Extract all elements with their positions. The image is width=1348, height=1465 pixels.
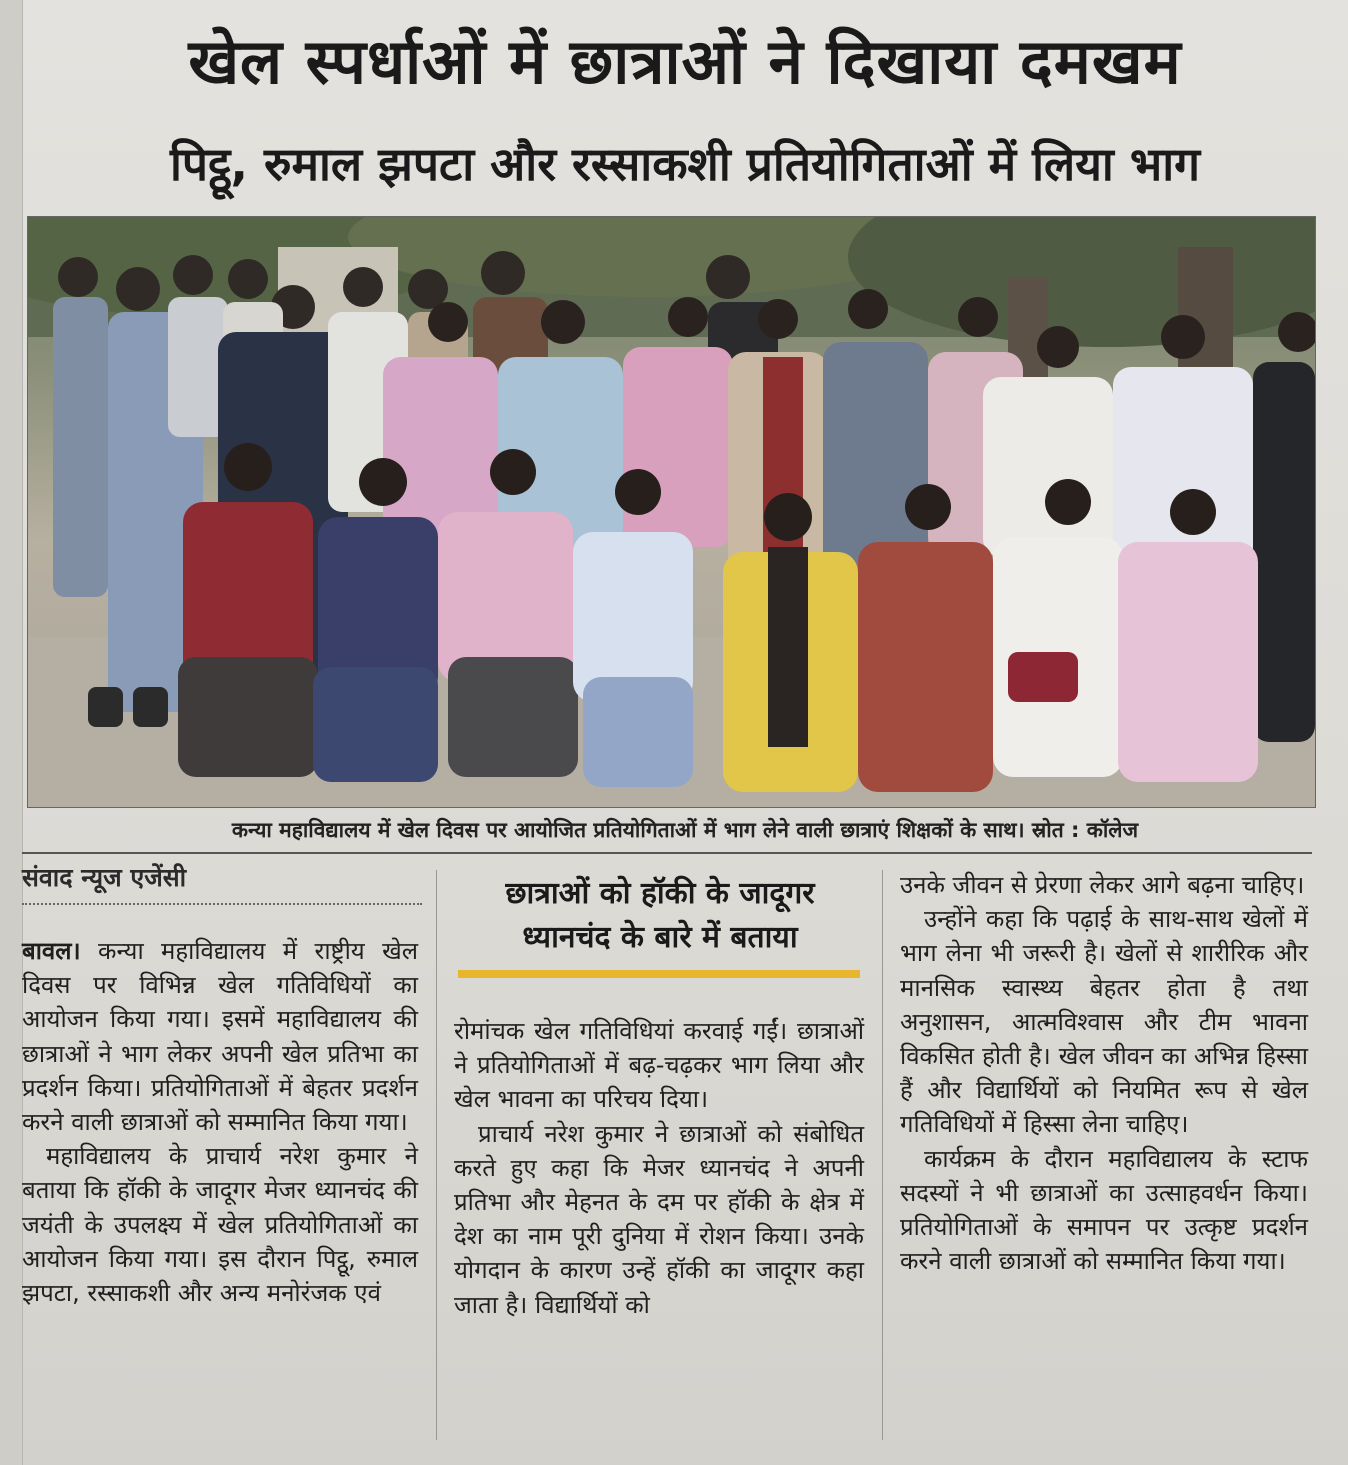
agency-credit: संवाद न्यूज एजेंसी (22, 863, 187, 892)
column-divider (436, 870, 437, 1440)
side-headline-accent-bar (458, 970, 860, 978)
caption-rule (22, 852, 1312, 854)
dateline: बावल। (22, 937, 81, 965)
article-paragraph: रोमांचक खेल गतिविधियां करवाई गईं। छात्राओं ने प्रतियोगिताओं में बढ़-चढ़कर भाग लिया और खेल भावना का परिचय दिया। (454, 1017, 864, 1114)
side-headline-line-2: ध्यानचंद के बारे में बताया (522, 920, 798, 955)
subheadline: पिट्ठू, रुमाल झपटा और रस्साकशी प्रतियोगिताओं में लिया भाग (169, 137, 1201, 191)
photo-caption: कन्या महाविद्यालय में खेल दिवस पर आयोजित प्रतियोगिताओं में भाग लेने वाली छात्राएं शिक्षकों के साथ। स्रोत : कॉलेज (231, 818, 1139, 842)
column-divider (882, 870, 883, 1440)
article-paragraph: कार्यक्रम के दौरान महाविद्यालय के स्टाफ सदस्यों ने भी छात्राओं का उत्साहवर्धन किया। प्रतियोगिताओं के समापन पर उत्कृष्ट प्रदर्शन करने वाली छात्राओं को सम्मानित किया गया। (900, 1144, 1308, 1276)
side-headline-line-1: छात्राओं को हॉकी के जादूगर (505, 876, 815, 911)
article-paragraph: प्राचार्य नरेश कुमार ने छात्राओं को संबोधित करते हुए कहा कि मेजर ध्यानचंद ने अपनी प्रतिभा और मेहनत के दम पर हॉकी के क्षेत्र में देश का नाम पूरी दुनिया में रोशन किया। उनके योगदान के कारण उन्हें हॉकी का जादूगर कहा जाता है। विद्यार्थियों को (454, 1119, 864, 1319)
group-photo-illustration (28, 217, 1315, 807)
article-paragraph: उन्होंने कहा कि पढ़ाई के साथ-साथ खेलों में भाग लेना भी जरूरी है। खेलों से शारीरिक और मानसिक स्वास्थ्य बेहतर होता है तथा अनुशासन, आत्मविश्वास और टीम भावना विकसित होती है। खेल जीवन का अभिन्न हिस्सा हैं और विद्यार्थियों को नियमित रूप से खेल गतिविधियों में हिस्सा लेना चाहिए। (900, 905, 1308, 1139)
article-paragraph: उनके जीवन से प्रेरणा लेकर आगे बढ़ना चाहिए। (900, 871, 1305, 899)
adjacent-column-edge (0, 0, 23, 1465)
side-headline (452, 872, 868, 960)
article-column-2 (454, 1014, 864, 1322)
article-paragraph: महाविद्यालय के प्राचार्य नरेश कुमार ने बताया कि हॉकी के जादूगर मेजर ध्यानचंद की जयंती के उपलक्ष्य में खेल प्रतियोगिताओं का आयोजन किया गया। इस दौरान पिट्ठू, रुमाल झपटा, रस्साकशी और अन्य मनोरंजक एवं (22, 1142, 418, 1308)
article-paragraph (22, 934, 418, 1139)
article-column-3 (900, 868, 1308, 1278)
headline: खेल स्पर्धाओं में छात्राओं ने दिखाया दमखम (188, 25, 1182, 98)
paragraph-text: कन्या महाविद्यालय में राष्ट्रीय खेल दिवस पर विभिन्न खेल गतिविधियों का आयोजन किया गया। इसमें महाविद्यालय की छात्राओं ने भाग लेकर अपनी खेल प्रतिभा का प्रदर्शन किया। प्रतियोगिताओं में बेहतर प्रदर्शन करने वाली छात्राओं को सम्मानित किया गया। (22, 937, 418, 1137)
agency-rule (22, 903, 422, 905)
group-photo (27, 216, 1316, 808)
article-column-1 (22, 934, 418, 1310)
